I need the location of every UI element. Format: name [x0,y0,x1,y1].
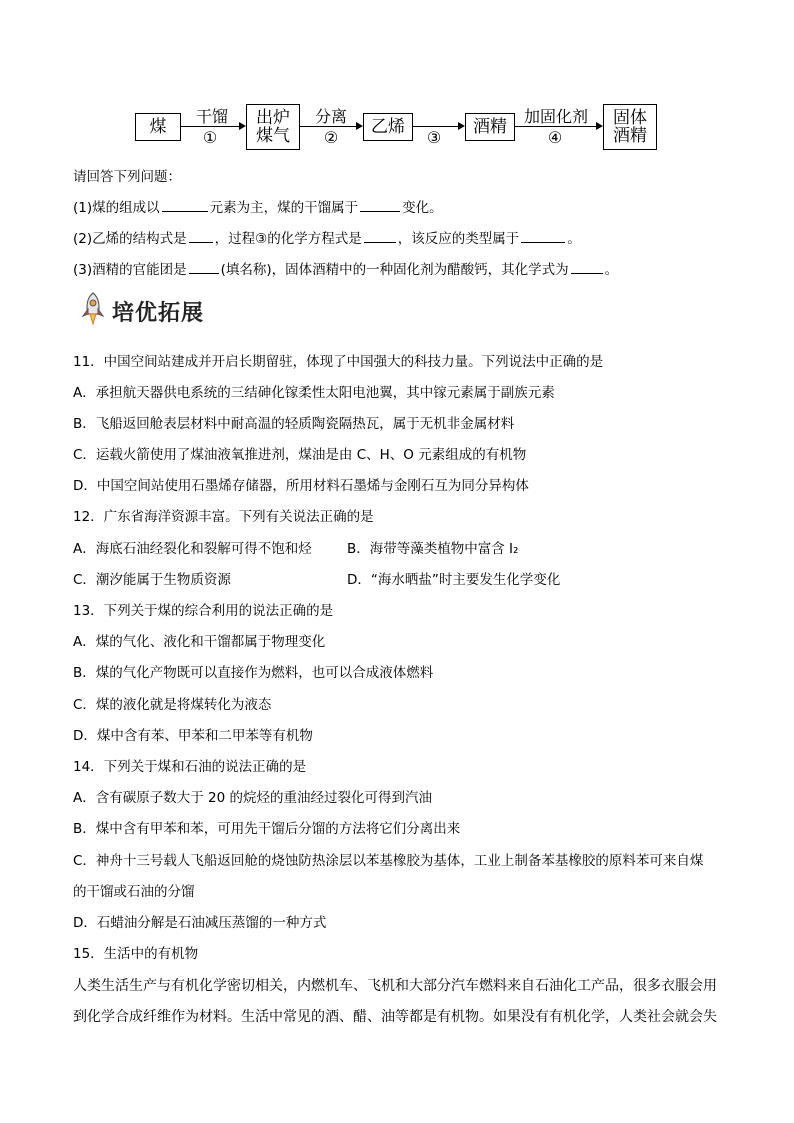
flow-box-ethylene: 乙烯 [363,113,413,141]
process-flow-diagram [0,100,794,160]
q10-part3-text-c: 。 [604,262,619,278]
q10-part3-blank-1[interactable] [189,261,219,274]
section-banner [80,294,204,328]
q15-passage-line-1: 人类生活生产与有机化学密切相关，内燃机车、飞机和大部分汽车燃料来自石油化工产品，很多衣服会用 [73,978,717,994]
q13-option-a: A．煤的气化、液化和干馏都属于物理变化 [73,634,326,650]
q14-stem: 14．下列关于煤和石油的说法正确的是 [73,759,307,775]
q10-part1-blank-2[interactable] [360,199,400,212]
flow-arrow-1-number: ① [202,128,218,147]
q10-part2-text-a: (2)乙烯的结构式是 [73,231,187,247]
q10-part2-text-d: 。 [567,231,581,247]
q10-part1-text-a: (1)煤的组成以 [73,200,160,216]
q13-option-b: B．煤的气化产物既可以直接作为燃料，也可以合成液体燃料 [73,665,434,681]
q10-part2-blank-1[interactable] [189,230,213,243]
q10-part1-text-c: 变化。 [402,200,443,216]
q13-option-d: D．煤中含有苯、甲苯和二甲苯等有机物 [73,728,313,744]
q10-part2-blank-3[interactable] [521,230,565,243]
rocket-icon [80,292,106,330]
q10-part1-text-b: 元素为主，煤的干馏属于 [209,200,359,216]
q14-option-d: D．石蜡油分解是石油减压蒸馏的一种方式 [73,915,327,931]
q10-part3 [73,261,618,279]
flow-box-solid-alcohol: 固体 酒精 [603,104,657,150]
q10-part2-blank-2[interactable] [364,230,396,243]
q11-option-c: C．运载火箭使用了煤油液氧推进剂，煤油是由 C、H、O 元素组成的有机物 [73,447,527,463]
flow-arrow-3-number: ③ [426,128,442,147]
q10-part3-text-a: (3)酒精的官能团是 [73,262,187,278]
q14-option-a: A．含有碳原子数大于 20 的烷烃的重油经过裂化可得到汽油 [73,790,432,806]
q10-part2-text-b: ，过程③的化学方程式是 [214,231,362,247]
q15-stem: 15．生活中的有机物 [73,946,199,962]
flow-arrow-3 [413,126,458,127]
section-title: 培优拓展 [112,299,205,326]
q10-part1-blank-1[interactable] [162,199,208,212]
q11-option-d: D．中国空间站使用石墨烯存储器，所用材料石墨烯与金刚石互为同分异构体 [73,478,529,494]
q10-part3-text-b: (填名称)，固体酒精中的一种固化剂为醋酸钙，其化学式为 [220,262,569,278]
answer-prompt: 请回答下列问题： [73,169,181,185]
q11-stem: 11．中国空间站建成并开启长期留驻，体现了中国强大的科技力量。下列说法中正确的是 [73,354,604,370]
q10-part2-text-c: ，该反应的类型属于 [397,231,520,247]
flow-box-coal: 煤 [135,113,181,141]
q14-option-c: C．神舟十三号载人飞船返回舱的烧蚀防热涂层以苯基橡胶为基体，工业上制备苯基橡胶的原料苯可来自煤 [73,853,704,869]
q12-option-c: C．潮汐能属于生物质资源 [73,572,231,588]
flow-arrow-1-label: 干馏 [195,107,228,126]
flow-arrowhead-3 [458,122,465,130]
q12-option-b: B．海带等藻类植物中富含 I₂ [347,541,519,557]
flow-arrow-4-label: 加固化剂 [523,107,588,126]
q12-option-a: A．海底石油经裂化和裂解可得不饱和烃 [73,541,312,557]
flow-arrow-2-number: ② [323,128,339,147]
q14-option-b: B．煤中含有甲苯和苯，可用先干馏后分馏的方法将它们分离出来 [73,821,461,837]
q12-stem: 12．广东省海洋资源丰富。下列有关说法正确的是 [73,509,374,525]
flow-arrowhead-1 [239,122,246,130]
flow-arrow-4-number: ④ [547,128,563,147]
flow-arrow-2-label: 分离 [314,107,347,126]
flow-box-alcohol: 酒精 [465,113,515,141]
flow-box-furnace-gas: 出炉 煤气 [246,104,300,150]
q14-option-c-continued: 的干馏或石油的分馏 [73,884,195,900]
q10-part2 [73,230,581,248]
q10-part3-blank-2[interactable] [571,261,603,274]
q11-option-b: B．飞船返回舱表层材料中耐高温的轻质陶瓷隔热瓦，属于无机非金属材料 [73,416,515,432]
q12-option-d: D．“海水晒盐”时主要发生化学变化 [347,572,561,588]
q13-option-c: C．煤的液化就是将煤转化为液态 [73,697,272,713]
flow-arrowhead-2 [356,122,363,130]
q15-passage-line-2: 到化学合成纤维作为材料。生活中常见的酒、醋、油等都是有机物。如果没有有机化学，人类社会就会失 [73,1009,717,1025]
flow-arrowhead-4 [596,122,603,130]
q13-stem: 13．下列关于煤的综合利用的说法正确的是 [73,603,334,619]
q10-part1 [73,199,443,217]
q11-option-a: A．承担航天器供电系统的三结砷化镓柔性太阳电池翼，其中镓元素属于副族元素 [73,385,555,401]
